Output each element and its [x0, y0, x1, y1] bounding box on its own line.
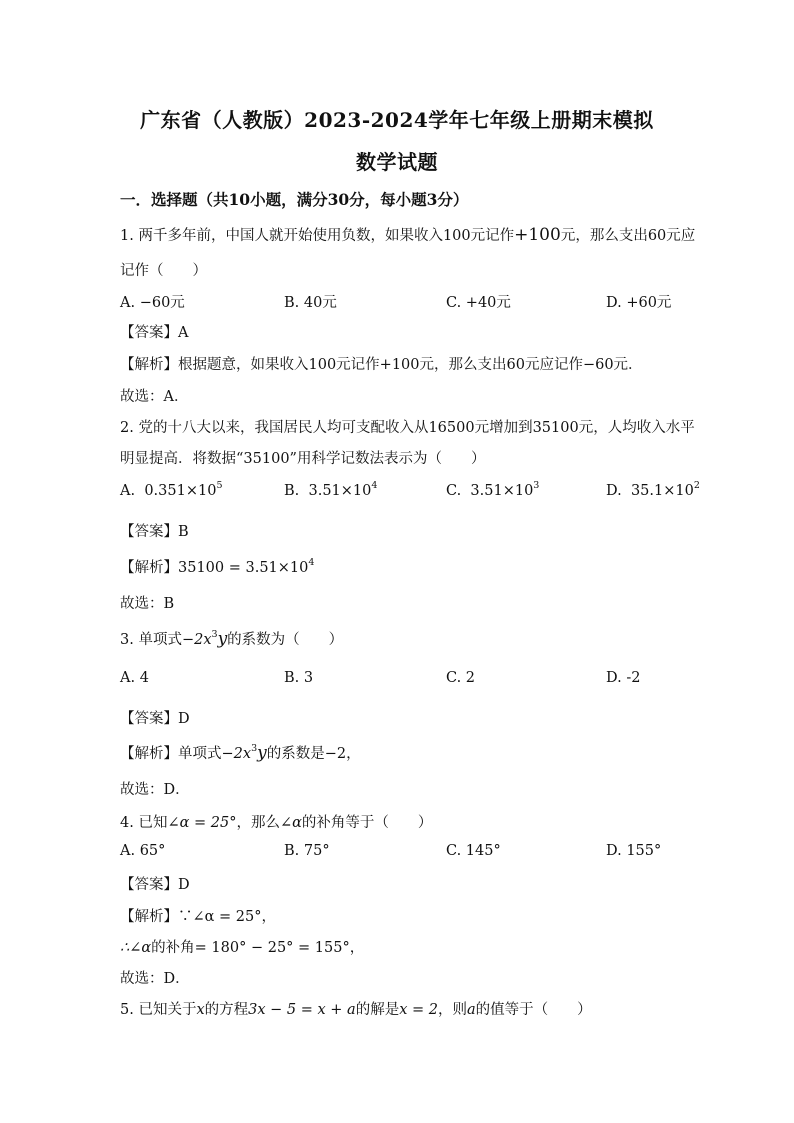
- q4-option-c: C. 145°: [446, 843, 501, 859]
- q3-option-b: B. 3: [284, 670, 314, 686]
- q1-option-d: D. +60元: [606, 295, 672, 311]
- q3-option-a: A. 4: [120, 670, 149, 686]
- q4-option-d: D. 155°: [606, 843, 662, 859]
- q2-conclusion: 故选：B: [120, 596, 175, 612]
- q2-analysis: 【解析】$35100 = 3.51\times 10^4$: [120, 557, 315, 576]
- q1-stem-line2: 记作（ ）: [120, 263, 207, 279]
- q1-math: +100: [514, 225, 561, 245]
- q1-stem: 1. 两千多年前，中国人就开始使用负数，如果收入100元记作+100元，那么支出60元应: [120, 225, 696, 245]
- section-heading: 一．选择题（共10小题，满分30分，每小题3分）: [120, 190, 469, 209]
- q4-stem: 4. 已知∠α = 25°，那么∠α的补角等于（ ）: [120, 815, 433, 831]
- q3-option-d: D. -2: [606, 670, 641, 686]
- q3-conclusion: 故选：D．: [120, 782, 190, 798]
- q1-option-c: C. +40元: [446, 295, 511, 311]
- q4-analysis-line2: ∴∠α的补角= 180° − 25° = 155°，: [120, 940, 365, 956]
- q3-option-c: C. 2: [446, 670, 476, 686]
- q4-conclusion: 故选：D．: [120, 971, 190, 987]
- q1-answer: 【答案】A: [120, 325, 189, 341]
- q2-option-c: C. $3.51\times 10^3$: [446, 480, 540, 499]
- q2-option-b: B. $3.51\times 10^4$: [284, 480, 378, 499]
- q2-stem: 2. 党的十八大以来，我国居民人均可支配收入从16500元增加到35100元，人均收入水平: [120, 420, 695, 436]
- q3-answer: 【答案】D: [120, 711, 190, 727]
- q2-stem-line2: 明显提高．将数据“35100”用科学记数法表示为（ ）: [120, 451, 486, 467]
- q1-option-a: A. −60元: [120, 295, 185, 311]
- q2-answer: 【答案】B: [120, 524, 189, 540]
- q4-option-b: B. 75°: [284, 843, 330, 859]
- q5-stem: 5. 已知关于x的方程3x − 5 = x + a的解是x = 2，则a的值等于（ ）: [120, 1002, 592, 1018]
- doc-subtitle: 数学试题: [356, 150, 438, 174]
- q4-analysis: 【解析】∵∠α = 25°，: [120, 909, 277, 925]
- doc-title: 广东省（人教版）2023-2024学年七年级上册期末模拟: [140, 108, 654, 132]
- q3-analysis: 【解析】单项式$-2x^3y$的系数是−2，: [120, 743, 361, 763]
- q2-option-d: D. $35.1\times 10^2$: [606, 480, 700, 499]
- q1-option-b: B. 40元: [284, 295, 337, 311]
- q3-stem: 3. 单项式$-2x^3y$的系数为（ ）: [120, 629, 344, 649]
- q4-option-a: A. 65°: [120, 843, 166, 859]
- q1-conclusion: 故选：A．: [120, 389, 189, 405]
- q4-answer: 【答案】D: [120, 877, 190, 893]
- q1-analysis: 【解析】根据题意，如果收入100元记作+100元，那么支出60元应记作−60元．: [120, 357, 643, 373]
- q2-option-a: A. $0.351\times 10^5$: [120, 480, 223, 499]
